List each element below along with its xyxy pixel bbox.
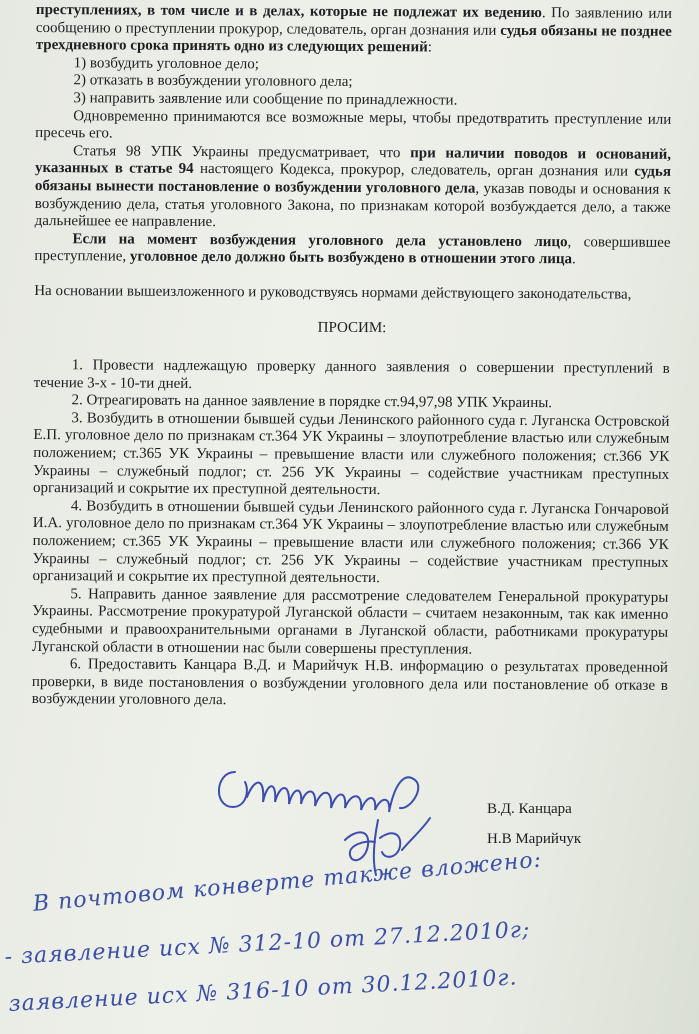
option-item: 1) возбудить уголовное дело; <box>73 55 259 73</box>
request-item: 6. Предоставить Канцара В.Д. и Марийчук Н.В. информацию о результатах проведенной проверки, в виде постановления о возбуждении уголовного дела или постановление об отказе в возбуждении уголовного дела. <box>31 656 668 709</box>
document-body <box>32 2 672 713</box>
request-heading: ПРОСИМ: <box>317 319 387 336</box>
intro-paragraph-4: Если на момент возбуждения уголовного дела установлено лицо, совершившее преступление, уголовное дело должно быть возбуждено в отношении этого лица. <box>34 230 671 268</box>
handwritten-note-line-3: заявление исх № 316-10 от 30.12.2010г. <box>8 965 519 1017</box>
handwritten-note-line-2: - заявление исх № 312-10 от 27.12.2010г; <box>4 917 531 970</box>
basis-paragraph: На основании вышеизложенного и руководствуясь нормами действующего законодательства, <box>34 282 632 303</box>
request-item: 3. Возбудить в отношении бывшей судьи Ленинского районного суда г. Луганска Островской Е.П. уголовное дело по признакам ст.364 УК Украины – злоупотребление властью или служебным положением; ст.365 УК Украины – превышение власти или служебного положения; ст.366 УК Украины – служебный подлог; ст. 256 УК Украины – содействие участникам преступных организаций и сокрытие их преступной деятельности. <box>32 410 670 499</box>
intro-paragraph-2: Одновременно принимаются все возможные меры, чтобы предотвратить преступление или пресечь его. <box>35 107 672 142</box>
intro-paragraph-3: Статья 98 УПК Украины предусматривает, что при наличии поводов и оснований, указанных в статье 94 настоящего Кодекса, прокурор, следователь, орган дознания или судья обязаны вынести постановление о возбуждении уголовного дела, указав поводы и основания к возбуждению дела, статья уголовного Закона, по признакам которой возбуждается дело, а также дальнейшее ее направление. <box>34 142 672 231</box>
request-item: 4. Возбудить в отношении бывшей судьи Ленинского районного суда г. Луганска Гончаровой И.А. уголовное дело по признакам ст.364 УК Украины – злоупотребление властью или служебным положением; ст.365 УК Украины – превышение власти или служебного положения; ст.366 УК Украины – служебный подлог; ст. 256 УК Украины – содействие участникам преступных организаций и сокрытие их преступной деятельности. <box>32 498 669 587</box>
request-item: 1. Провести надлежащую проверку данного заявления о совершении преступлений в течение 3-х - 10-ти дней. <box>33 357 670 392</box>
handwritten-note-line-1: В почтовом конверте также вложено: <box>32 847 543 917</box>
signatory-1: В.Д. Канцара <box>487 801 572 817</box>
option-item: 3) направить заявление или сообщение по принадлежности. <box>73 90 458 109</box>
request-item: 5. Направить данное заявление для рассмотрение следователем Генеральной прокуратуры Украины. Рассмотрение прокуратурой Луганской области – считаем незаконным, так как именно судебными и правоохранительными органами в Луганской области, работниками прокуратуры Луганской области в отношении нас были совершены преступления. <box>32 586 669 658</box>
request-item: 2. Отреагировать на данное заявление в порядке ст.94,97,98 УПК Украины. <box>71 392 553 412</box>
intro-paragraph-1: преступлениях, в том числе и в делах, которые не подлежат их ведению. По заявлению или сообщению о преступлении прокурор, следователь, орган дознания или судья обязаны не позднее трехдневного срока принять одно из следующих решений: <box>35 2 672 56</box>
signatory-2: Н.В Марийчук <box>487 831 582 847</box>
option-item: 2) отказать в возбуждении уголовного дела; <box>73 72 353 91</box>
